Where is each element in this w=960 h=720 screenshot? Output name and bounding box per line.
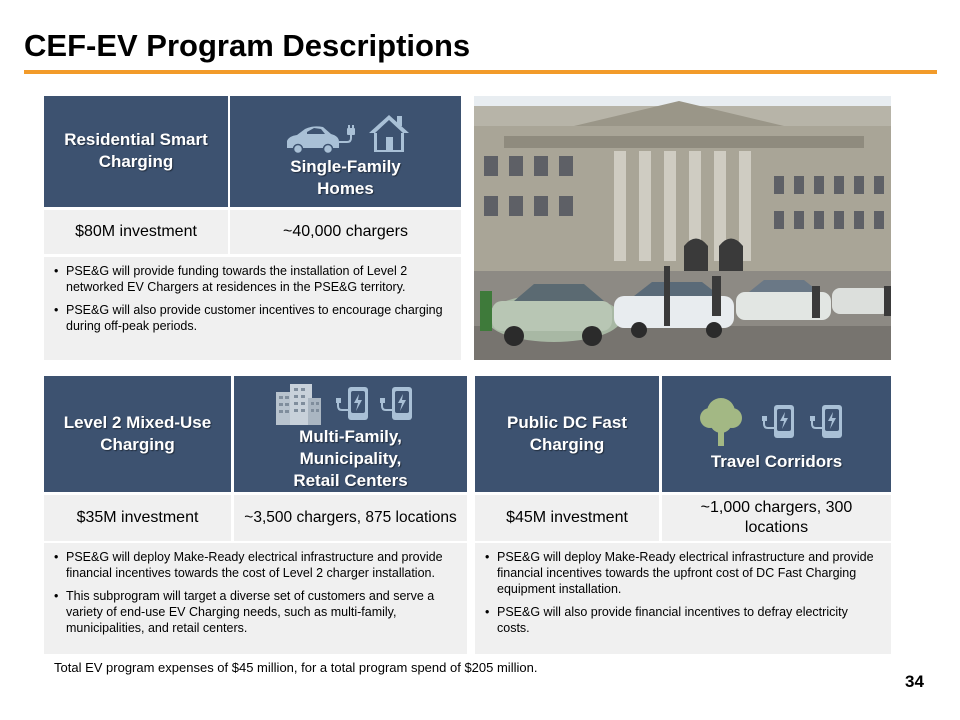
- list-item: • PSE&G will provide funding towards the installation of Level 2 networked EV Chargers at residences in the PSE&G territory.: [52, 263, 451, 295]
- ev-car-plug-icon: [285, 124, 357, 154]
- dcfast-bullets: [475, 543, 891, 654]
- residential-investment: $80M investment: [44, 210, 228, 254]
- dcfast-segment-title: Travel Corridors: [710, 452, 843, 471]
- city-hall-ev-charging-photo: [474, 96, 891, 360]
- residential-program-header: [44, 96, 228, 207]
- residential-segment-title: Single-Family Homes: [290, 157, 401, 198]
- residential-chargers: ~40,000 chargers: [230, 210, 461, 254]
- charging-station-icon: [810, 404, 844, 440]
- footnote: Total EV program expenses of $45 million, for a total program spend of $205 million.: [54, 660, 538, 675]
- level2-program-title: Level 2 Mixed-Use Charging: [63, 413, 212, 454]
- tree-icon: [698, 396, 744, 448]
- list-item: • PSE&G will also provide customer incentives to encourage charging during off-peak periods.: [52, 302, 451, 334]
- title-divider: [24, 70, 937, 74]
- house-icon: [366, 112, 412, 154]
- residential-bullets: [44, 257, 461, 360]
- residential-segment-header: [230, 96, 461, 207]
- charging-station-icon: [380, 386, 414, 422]
- dcfast-chargers: ~1,000 chargers, 300 locations: [662, 495, 891, 541]
- level2-segment-title: [238, 426, 463, 492]
- segment-line: Municipality,: [299, 449, 402, 468]
- dcfast-program-title: Public DC Fast Charging: [507, 413, 627, 454]
- dcfast-investment: $45M investment: [475, 495, 659, 541]
- level2-segment-header: [234, 376, 467, 492]
- charging-station-icon: [336, 386, 370, 422]
- level2-chargers: ~3,500 chargers, 875 locations: [234, 495, 467, 541]
- level2-investment: $35M investment: [44, 495, 231, 541]
- list-item: • PSE&G will also provide financial incentives to defray electricity costs.: [483, 604, 881, 636]
- charging-station-icon: [762, 404, 796, 440]
- dcfast-program-header: [475, 376, 659, 492]
- page-number: 34: [905, 672, 924, 691]
- list-item: • PSE&G will deploy Make-Ready electrical infrastructure and provide financial incentives towards the upfront cost of DC Fast Charging equipment installation.: [483, 549, 881, 597]
- segment-line: Multi-Family,: [299, 427, 402, 446]
- dcfast-segment-header: [662, 376, 891, 492]
- level2-program-header: [44, 376, 231, 492]
- office-building-icon: [274, 382, 322, 426]
- slide-title: CEF-EV Program Descriptions: [24, 28, 471, 63]
- segment-line: Retail Centers: [293, 471, 408, 490]
- residential-program-title: Residential Smart Charging: [64, 130, 208, 171]
- level2-bullets: [44, 543, 467, 654]
- list-item: • This subprogram will target a diverse set of customers and serve a variety of end-use EV Charging needs, such as multi-family, municipalities, and retail centers.: [52, 588, 457, 636]
- list-item: • PSE&G will deploy Make-Ready electrical infrastructure and provide financial incentives towards the cost of Level 2 charger installation.: [52, 549, 457, 581]
